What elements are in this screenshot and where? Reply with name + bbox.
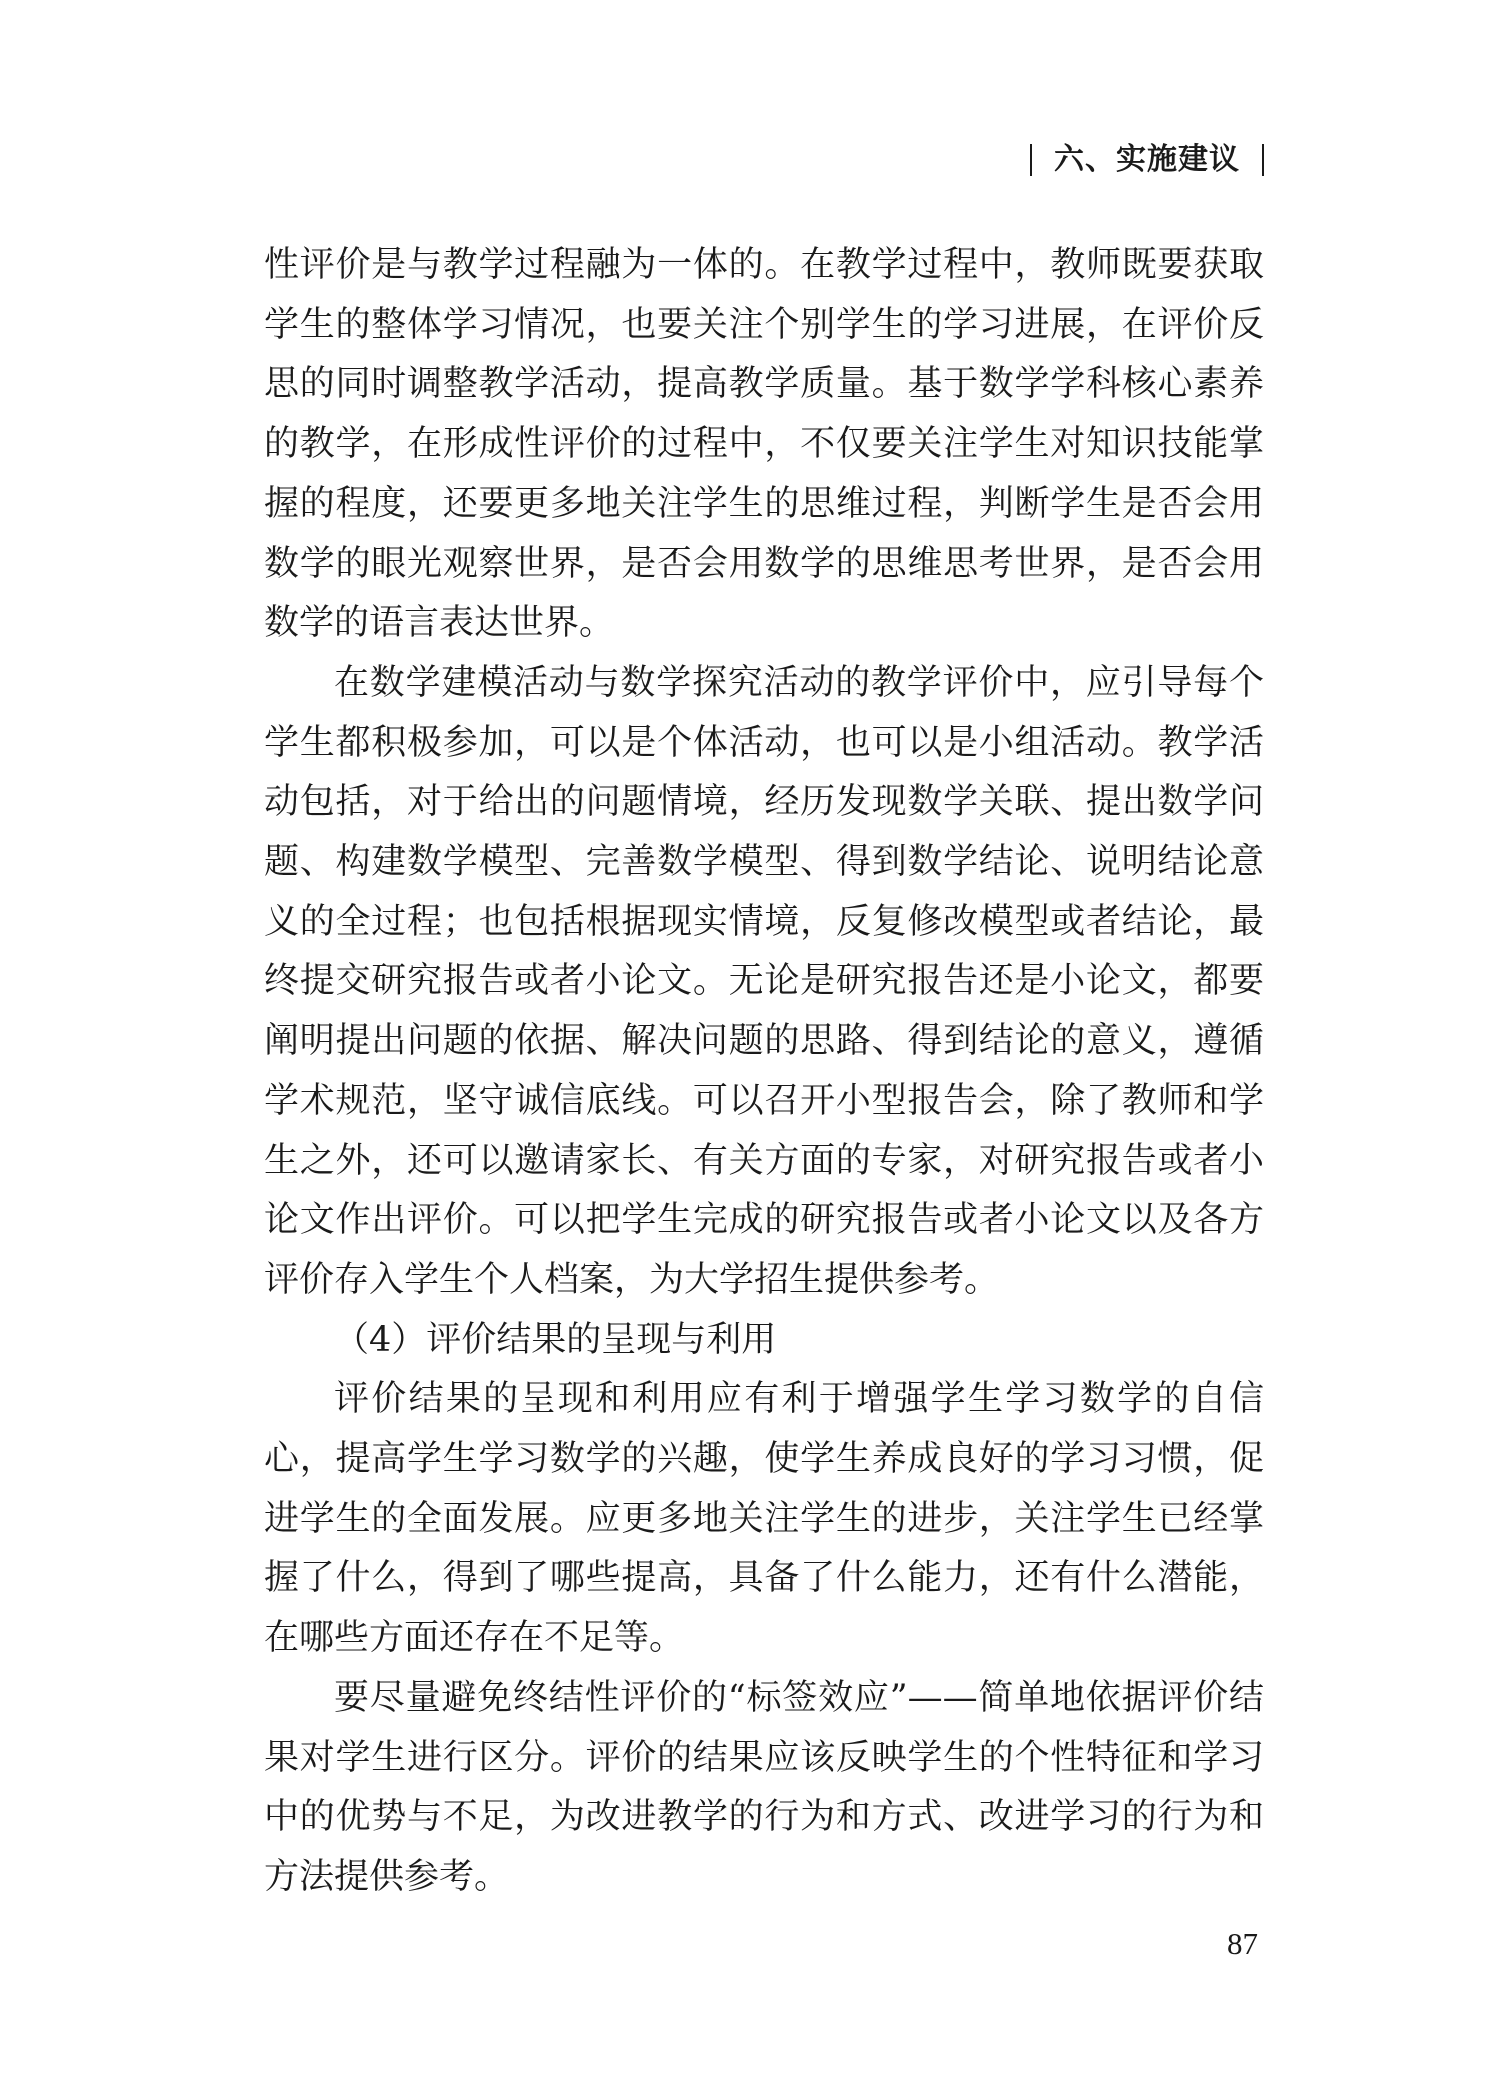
paragraph-continued: 性评价是与教学过程融为一体的。在教学过程中，教师既要获取学生的整体学习情况，也要关注个别学生的学习进展，在评价反思的同时调整教学活动，提高教学质量。基于数学学科核心素养的教学，在形成性评价的过程中，不仅要关注学生对知识技能掌握的程度，还要更多地关注学生的思维过程，判断学生是否会用数学的眼光观察世界，是否会用数学的思维思考世界，是否会用数学的语言表达世界。 xyxy=(264,245,1264,644)
subsection-heading: （4）评价结果的呈现与利用 xyxy=(334,1319,777,1360)
header-divider-left xyxy=(1030,144,1032,176)
paragraph-result-presentation: 评价结果的呈现和利用应有利于增强学生学习数学的自信心，提高学生学习数学的兴趣，使学生养成良好的学习习惯，促进学生的全面发展。应更多地关注学生的进步，关注学生已经掌握了什么，得到了哪些提高，具备了什么能力，还有什么潜能，在哪些方面还存在不足等。 xyxy=(264,1379,1264,1659)
body-text xyxy=(264,236,1264,1908)
header-divider-right xyxy=(1262,144,1264,176)
paragraph-modeling-evaluation: 在数学建模活动与数学探究活动的教学评价中，应引导每个学生都积极参加，可以是个体活动，也可以是小组活动。教学活动包括，对于给出的问题情境，经历发现数学关联、提出数学问题、构建数学模型、完善数学模型、得到数学结论、说明结论意义的全过程；也包括根据现实情境，反复修改模型或者结论，最终提交研究报告或者小论文。无论是研究报告还是小论文，都要阐明提出问题的依据、解决问题的思路、得到结论的意义，遵循学术规范，坚守诚信底线。可以召开小型报告会，除了教师和学生之外，还可以邀请家长、有关方面的专家，对研究报告或者小论文作出评价。可以把学生完成的研究报告或者小论文以及各方评价存入学生个人档案，为大学招生提供参考。 xyxy=(264,662,1264,1300)
section-title: 六、实施建议 xyxy=(1054,142,1240,177)
paragraph-label-effect: 要尽量避免终结性评价的“标签效应”——简单地依据评价结果对学生进行区分。评价的结果应该反映学生的个性特征和学习中的优势与不足，为改进教学的行为和方式、改进学习的行为和方法提供参考。 xyxy=(264,1677,1264,1897)
running-header xyxy=(1030,138,1264,182)
page-number: 87 xyxy=(1227,1926,1258,1961)
